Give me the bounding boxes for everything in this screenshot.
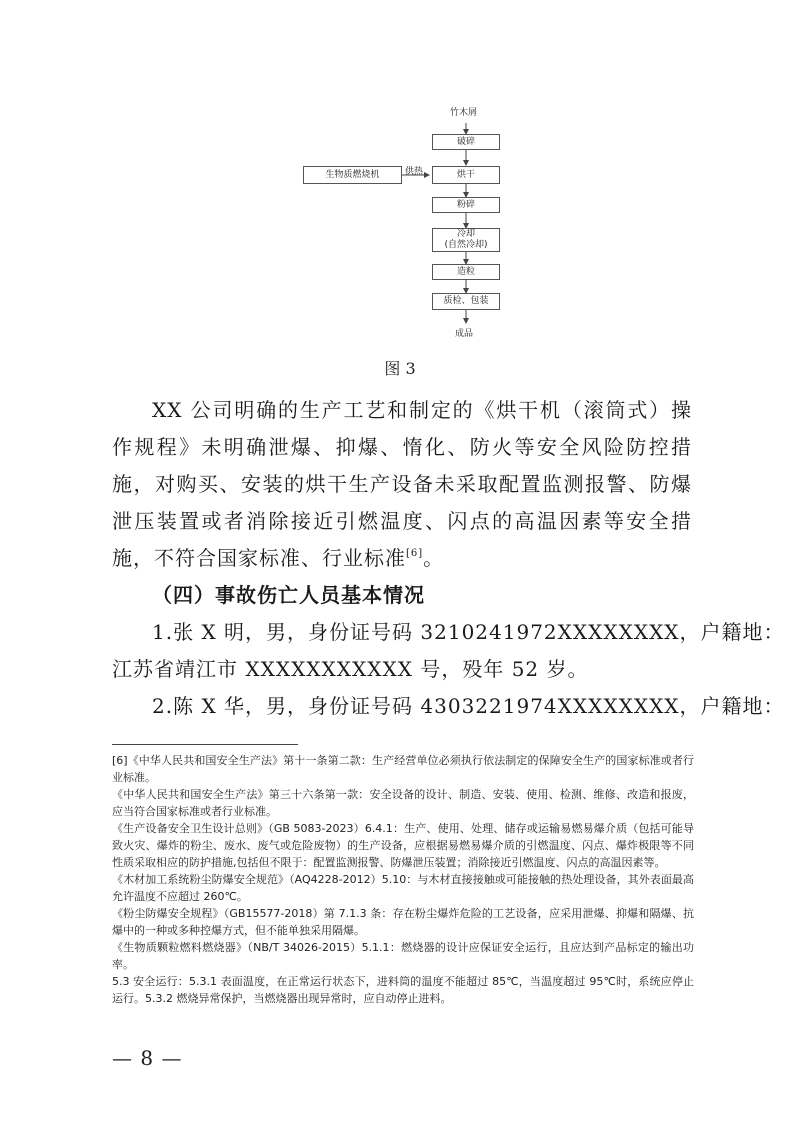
page-number: — 8 — xyxy=(112,1046,183,1070)
flow-step-crush: 破碎 xyxy=(432,134,500,150)
flow-step-inspect-pack: 质检、包装 xyxy=(432,293,500,310)
footnote-entry: 《粉尘防爆安全规程》（GB15577-2018）第 7.1.3 条：存在粉尘爆炸危险的工艺设备，应采用泄爆、抑爆和隔爆、抗爆中的一种或多种控爆方式，但不能单独采用隔爆。 xyxy=(112,907,694,937)
footnote-entry: 《生物质颗粒燃料燃烧器》（NB/T 34026-2015）5.1.1：燃烧器的设计应保证安全运行，且应达到产品标定的输出功率。 xyxy=(112,941,694,971)
flow-start-label: 竹木屑 xyxy=(450,108,478,118)
victim-1-line2: 江苏省靖江市 XXXXXXXXXXX 号，殁年 52 岁。 xyxy=(112,657,589,681)
paragraph-process-rules-tail: 。 xyxy=(423,546,445,570)
flow-biomass-burner: 生物质燃烧机 xyxy=(303,166,402,184)
flow-end-label: 成品 xyxy=(455,329,474,339)
flow-step-grind: 粉碎 xyxy=(432,197,500,213)
section-heading: （四）事故伤亡人员基本情况 xyxy=(152,583,425,607)
flow-step-dry: 烘干 xyxy=(432,166,500,184)
figure-caption: 图 3 xyxy=(384,359,416,378)
footnote-entry: 5.3 安全运行：5.3.1 表面温度，在正常运行状态下，进料筒的温度不能超过 85℃，当温度超过 95℃时，系统应停止运行。5.3.2 燃烧异常保护，当燃烧器出现异常时，应自动停止进料。 xyxy=(112,975,694,1005)
footnote-ref-6: [6] xyxy=(406,548,424,559)
body-text xyxy=(112,392,785,725)
footnote-entry: 《生产设备安全卫生设计总则》（GB 5083-2023）6.4.1：生产、使用、处理、储存或运输易燃易爆介质（包括可能导致火灾、爆炸的粉尘、废水、废气或危险废物）的生产设备，应根据易燃易爆介质的引燃温度、闪点、爆炸极限等不同性质采取相应的防护措施,包括但不限于：配置监测报警、防爆泄压装置；消除接近引燃温度、闪点的高温因素等。 xyxy=(112,822,694,869)
footnote-divider xyxy=(112,744,298,745)
footnote-entry: 《中华人民共和国安全生产法》第三十六条第一款：安全设备的设计、制造、安装、使用、检测、维修、改造和报废，应当符合国家标准或者行业标准。 xyxy=(112,788,694,818)
flow-step-pellet: 造粒 xyxy=(432,264,500,280)
process-flowchart xyxy=(0,0,800,350)
footnote-entry: 《木材加工系统粉尘防爆安全规范》（AQ4228-2012）5.10：与木材直接接触或可能接触的热处理设备，其外表面最高允许温度不应超过 260℃。 xyxy=(112,873,694,903)
footnote-entry: [6]《中华人民共和国安全生产法》第十一条第二款：生产经营单位必须执行依法制定的保障安全生产的国家标准或者行业标准。 xyxy=(112,754,694,784)
flow-heat-supply-label: 供热 xyxy=(405,167,424,177)
paragraph-process-rules xyxy=(112,392,692,577)
victim-2-line1: 2.陈 X 华，男，身份证号码 4303221974XXXXXXXX，户籍地： xyxy=(152,694,785,718)
victim-1-line1: 1.张 X 明，男，身份证号码 3210241972XXXXXXXX，户籍地： xyxy=(152,620,785,644)
footnotes xyxy=(112,752,694,1007)
paragraph-process-rules-text: XX 公司明确的生产工艺和制定的《烘干机（滚筒式）操作规程》未明确泄爆、抑爆、惰化、防火等安全风险防控措施，对购买、安装的烘干生产设备未采取配置监测报警、防爆泄压装置或者消除接近引燃温度、闪点的高温因素等安全措施，不符合国家标准、行业标准 xyxy=(112,398,692,570)
flow-step-cool: 冷却 (自然冷却) xyxy=(432,228,500,252)
